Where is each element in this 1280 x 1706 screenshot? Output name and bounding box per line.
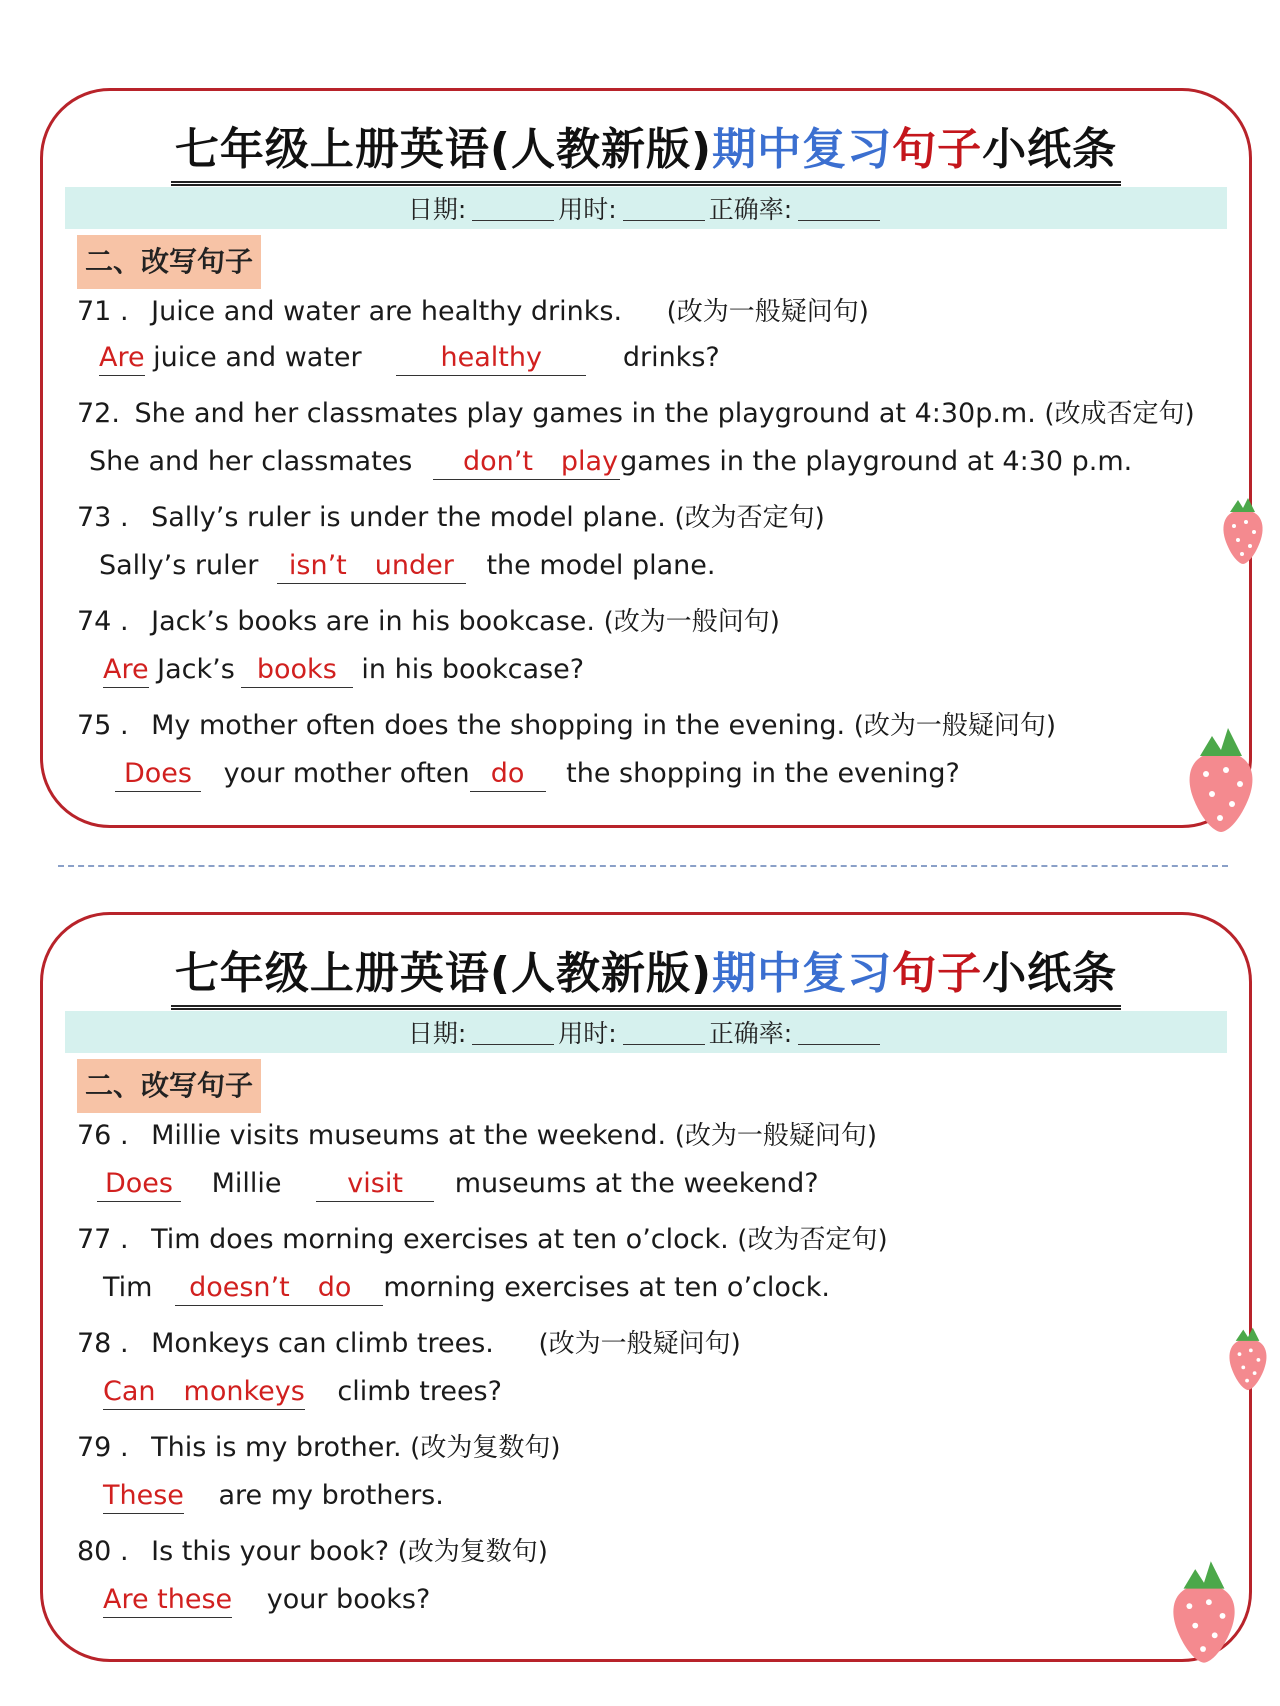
section-heading: 二、改写句子 <box>77 235 261 289</box>
question-number: 79 . <box>77 1432 129 1463</box>
answer-word: do <box>317 1272 352 1303</box>
title-part-1: 七年级上册英语(人教新版) <box>174 124 713 175</box>
answer-word: Can <box>103 1376 156 1407</box>
strawberry-icon <box>1166 1556 1242 1666</box>
question-text: She and her classmates play games in the playground at 4:30p.m. <box>134 398 1036 429</box>
answer-text: games in the playground at 4:30 p.m. <box>620 446 1133 477</box>
title-part-3: 句子 <box>892 948 983 999</box>
answer-text: the model plane. <box>486 550 716 581</box>
answer-blank <box>103 1375 305 1410</box>
question-71 <box>77 291 869 328</box>
answer-word: isn’t <box>288 550 347 581</box>
question-text: Tim does morning exercises at ten o’clock. <box>151 1224 729 1255</box>
time-blank[interactable] <box>623 196 705 221</box>
question-77 <box>77 1219 888 1256</box>
question-instruction: (改为一般疑问句) <box>538 1329 741 1359</box>
question-text: Jack’s books are in his bookcase. <box>151 606 595 637</box>
question-76 <box>77 1115 877 1152</box>
note-card-2 <box>40 912 1252 1662</box>
answer-76 <box>97 1167 819 1202</box>
question-72 <box>77 393 1195 430</box>
answer-blank <box>433 445 620 480</box>
answer-text: your books? <box>266 1584 431 1615</box>
strawberry-icon <box>1218 492 1268 566</box>
question-number: 71 . <box>77 296 129 327</box>
answer-blank: visit <box>316 1167 434 1202</box>
answer-word: doesn’t <box>189 1272 290 1303</box>
answer-text: the shopping in the evening? <box>566 758 960 789</box>
answer-text: museums at the weekend? <box>454 1168 819 1199</box>
question-instruction: (改为一般疑问句) <box>674 1121 877 1151</box>
accuracy-blank[interactable] <box>798 1020 880 1045</box>
question-79 <box>77 1427 560 1464</box>
answer-text: your mother often <box>223 758 470 789</box>
answer-text: climb trees? <box>337 1376 502 1407</box>
question-text: Monkeys can climb trees. <box>151 1328 494 1359</box>
question-instruction: (改为复数句) <box>410 1433 561 1463</box>
answer-text: in his bookcase? <box>352 654 585 685</box>
answer-text: drinks? <box>622 342 720 373</box>
title-part-2: 期中复习 <box>712 124 893 175</box>
section-heading: 二、改写句子 <box>77 1059 261 1113</box>
question-number: 78 . <box>77 1328 129 1359</box>
answer-text: morning exercises at ten o’clock. <box>383 1272 830 1303</box>
date-label: 日期: <box>407 195 467 224</box>
time-label: 用时: <box>558 1019 617 1048</box>
question-number: 77 . <box>77 1224 129 1255</box>
answer-blank: Does <box>115 757 201 792</box>
answer-text: Tim <box>103 1272 153 1303</box>
question-78 <box>77 1323 741 1360</box>
question-80 <box>77 1531 548 1568</box>
info-bar <box>65 187 1227 229</box>
answer-word: play <box>560 446 619 477</box>
answer-text: Jack’s <box>148 654 235 685</box>
answer-72 <box>89 445 1132 480</box>
answer-blank: Are these <box>103 1583 232 1618</box>
answer-text: juice and water <box>144 342 362 373</box>
answer-text: Millie <box>211 1168 282 1199</box>
answer-77 <box>103 1271 830 1306</box>
answer-word: don’t <box>462 446 533 477</box>
answer-blank: do <box>470 757 546 792</box>
question-instruction: (改为一般疑问句) <box>666 297 869 327</box>
answer-blank: Are <box>103 653 149 688</box>
title-part-4: 小纸条 <box>982 948 1118 999</box>
question-number: 74 . <box>77 606 129 637</box>
title-part-2: 期中复习 <box>712 948 893 999</box>
question-instruction: (改为一般疑问句) <box>853 711 1056 741</box>
title-part-3: 句子 <box>892 124 983 175</box>
answer-blank: healthy <box>396 341 586 376</box>
question-text: Juice and water are healthy drinks. <box>151 296 623 327</box>
answer-blank: These <box>103 1479 184 1514</box>
card-title <box>43 113 1249 186</box>
title-part-4: 小纸条 <box>982 124 1118 175</box>
answer-73 <box>99 549 716 584</box>
answer-78 <box>103 1375 502 1410</box>
answer-word: under <box>374 550 454 581</box>
time-blank[interactable] <box>623 1020 705 1045</box>
question-text: Millie visits museums at the weekend. <box>151 1120 667 1151</box>
question-number: 76 . <box>77 1120 129 1151</box>
note-card-1 <box>40 88 1252 828</box>
question-74 <box>77 601 780 638</box>
answer-blank <box>175 1271 383 1306</box>
accuracy-label: 正确率: <box>708 1019 793 1048</box>
question-73 <box>77 497 825 534</box>
answer-word: monkeys <box>183 1376 305 1407</box>
question-instruction: (改成否定句) <box>1044 399 1195 429</box>
date-blank[interactable] <box>472 196 554 221</box>
answer-text: She and her classmates <box>89 446 413 477</box>
question-instruction: (改为复数句) <box>397 1537 548 1567</box>
answer-79 <box>103 1479 444 1514</box>
answer-74 <box>103 653 584 688</box>
answer-75 <box>115 757 960 792</box>
title-part-1: 七年级上册英语(人教新版) <box>174 948 713 999</box>
question-75 <box>77 705 1056 742</box>
question-number: 73 . <box>77 502 129 533</box>
answer-blank <box>277 549 466 584</box>
strawberry-icon <box>1182 724 1260 834</box>
question-text: Sally’s ruler is under the model plane. <box>151 502 666 533</box>
answer-text: Sally’s ruler <box>99 550 259 581</box>
answer-blank: books <box>241 653 353 688</box>
question-number: 80 . <box>77 1536 129 1567</box>
time-label: 用时: <box>558 195 617 224</box>
card-title <box>43 937 1249 1010</box>
accuracy-blank[interactable] <box>798 196 880 221</box>
question-instruction: (改为否定句) <box>737 1225 888 1255</box>
answer-text: are my brothers. <box>218 1480 444 1511</box>
question-number: 72. <box>77 398 120 429</box>
date-blank[interactable] <box>472 1020 554 1045</box>
accuracy-label: 正确率: <box>708 195 793 224</box>
info-bar <box>65 1011 1227 1053</box>
question-text: Is this your book? <box>151 1536 390 1567</box>
date-label: 日期: <box>407 1019 467 1048</box>
question-instruction: (改为一般问句) <box>603 607 780 637</box>
cut-line-divider <box>58 865 1228 867</box>
answer-80 <box>103 1583 430 1618</box>
question-instruction: (改为否定句) <box>674 503 825 533</box>
question-text: This is my brother. <box>151 1432 402 1463</box>
answer-blank: Are <box>99 341 145 376</box>
strawberry-icon <box>1224 1322 1272 1392</box>
question-text: My mother often does the shopping in the evening. <box>151 710 846 741</box>
answer-71 <box>99 341 720 376</box>
question-number: 75 . <box>77 710 129 741</box>
answer-blank: Does <box>97 1167 181 1202</box>
